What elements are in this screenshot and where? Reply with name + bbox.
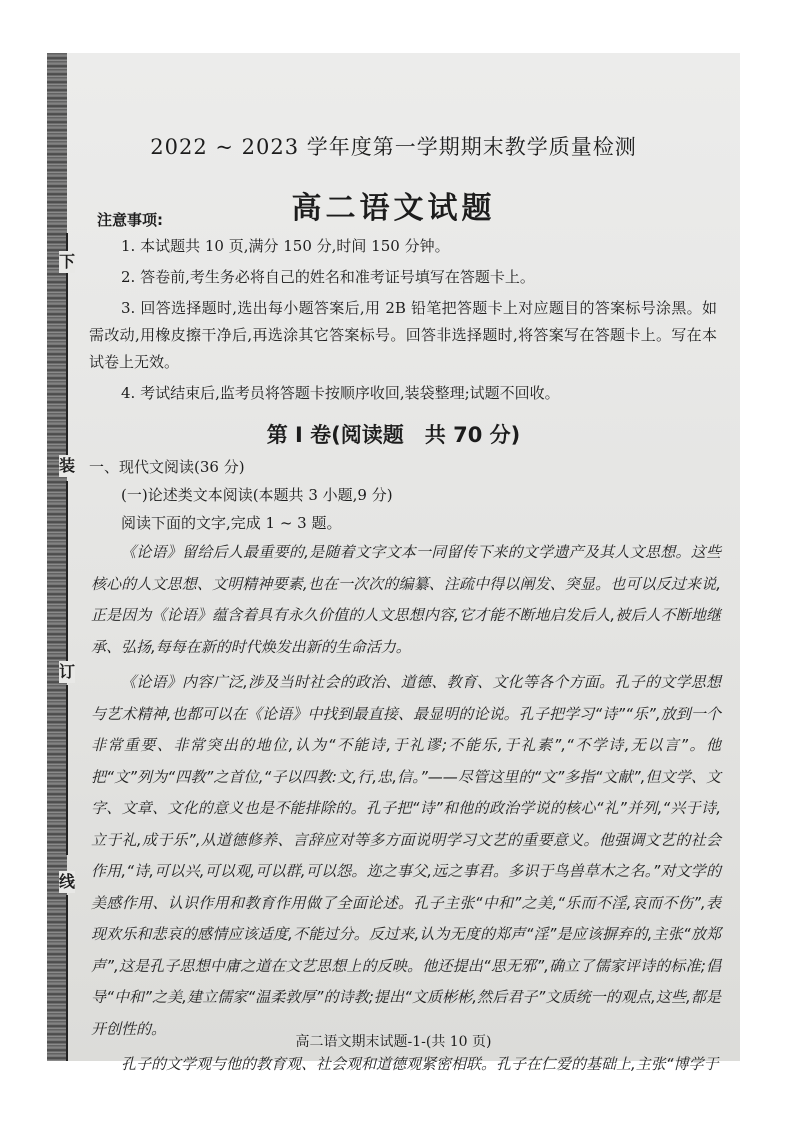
binding-line [66, 685, 68, 855]
scanned-page [47, 53, 740, 1073]
notice-heading: 注意事项: [97, 211, 163, 229]
binding-mark-zhuang: 装 [59, 456, 76, 475]
notice-item: 1. 本试题共 10 页,满分 150 分,时间 150 分钟。 [121, 237, 450, 255]
exam-main-title: 高二语文试题 [291, 191, 496, 226]
binding-line [66, 481, 68, 661]
passage-paragraph: 《论语》内容广泛,涉及当时社会的政治、道德、教育、文化等各个方面。孔子的文学思想与艺术精神,也都可以在《论语》中找到最直接、最显明的论说。孔子把学习“诗”“乐”,放到一个非常重要、非常突出的地位,认为“不能诗,于礼谬;不能乐,于礼素”,“不学诗,无以言”。他把“文”列为“四教”之首位,“子以四教:文,行,忠,信。”——尽管这里的“文”多指“文献”,但文学、文字、文章、文化的意义也是不能排除的。孔子把“诗”和他的政治学说的核心“礼”并列,“兴于诗,立于礼,成于乐”,从道德修养、言辞应对等多方面说明学习文艺的重要意义。他强调文艺的社会作用,“诗,可以兴,可以观,可以群,可以怨。迩之事父,远之事君。多识于鸟兽草木之名。”对文学的美感作用、认识作用和教育作用做了全面论述。孔子主张“中和”之美,“乐而不淫,哀而不伤”,表现欢乐和悲哀的感情应该适度,不能过分。反过来,认为无度的郑声“淫”是应该摒弃的,主张“放郑声”,这是孔子思想中庸之道在文艺思想上的反映。他还提出“思无邪”,确立了儒家评诗的标准;倡导“中和”之美,建立儒家“温柔敦厚”的诗教;提出“文质彬彬,然后君子”文质统一的观点,这些,都是开创性的。 [91, 673, 721, 1038]
passage-paragraph: 孔子的文学观与他的教育观、社会观和道德观紧密相联。孔子在仁爱的基础上,主张“博学于 [121, 1055, 719, 1073]
notice-item: 4. 考试结束后,监考员将答题卡按顺序收回,装袋整理;试题不回收。 [121, 384, 560, 402]
part-heading: 一、现代文阅读(36 分) [89, 458, 245, 476]
subpart-heading: (一)论述类文本阅读(本题共 3 小题,9 分) [121, 486, 393, 504]
binding-mark-ding: 订 [59, 662, 76, 681]
notice-item: 2. 答卷前,考生务必将自己的姓名和准考证号填写在答题卡上。 [121, 268, 535, 286]
notice-item: 3. 回答选择题时,选出每小题答案后,用 2B 铅笔把答题卡上对应题目的答案标号涂黑。如需改动,用橡皮擦干净后,再选涂其它答案标号。回答非选择题时,将答案写在答题卡上。写在本试卷上无效。 [89, 299, 717, 371]
binding-mark-xia: 下 [59, 252, 76, 271]
binding-mark-xian: 线 [59, 872, 76, 891]
notice-list [89, 233, 717, 411]
reading-passage [91, 537, 721, 1085]
page-footer: 高二语文期末试题-1-(共 10 页) [295, 1034, 492, 1050]
exam-header-title: 2022 ~ 2023 学年度第一学期期末教学质量检测 [150, 135, 637, 159]
reading-instruction: 阅读下面的文字,完成 1 ~ 3 题。 [121, 514, 342, 532]
section-title: 第 I 卷(阅读题 共 70 分) [266, 423, 521, 447]
passage-paragraph: 《论语》留给后人最重要的,是随着文字文本一同留传下来的文学遗产及其人文思想。这些核心的人文思想、文明精神要素,也在一次次的编纂、注疏中得以阐发、突显。也可以反过来说,正是因为《论语》蕴含着具有永久价值的人文思想内容,它才能不断地启发后人,被后人不断地继承、弘扬,每每在新的时代焕发出新的生命活力。 [91, 543, 721, 656]
